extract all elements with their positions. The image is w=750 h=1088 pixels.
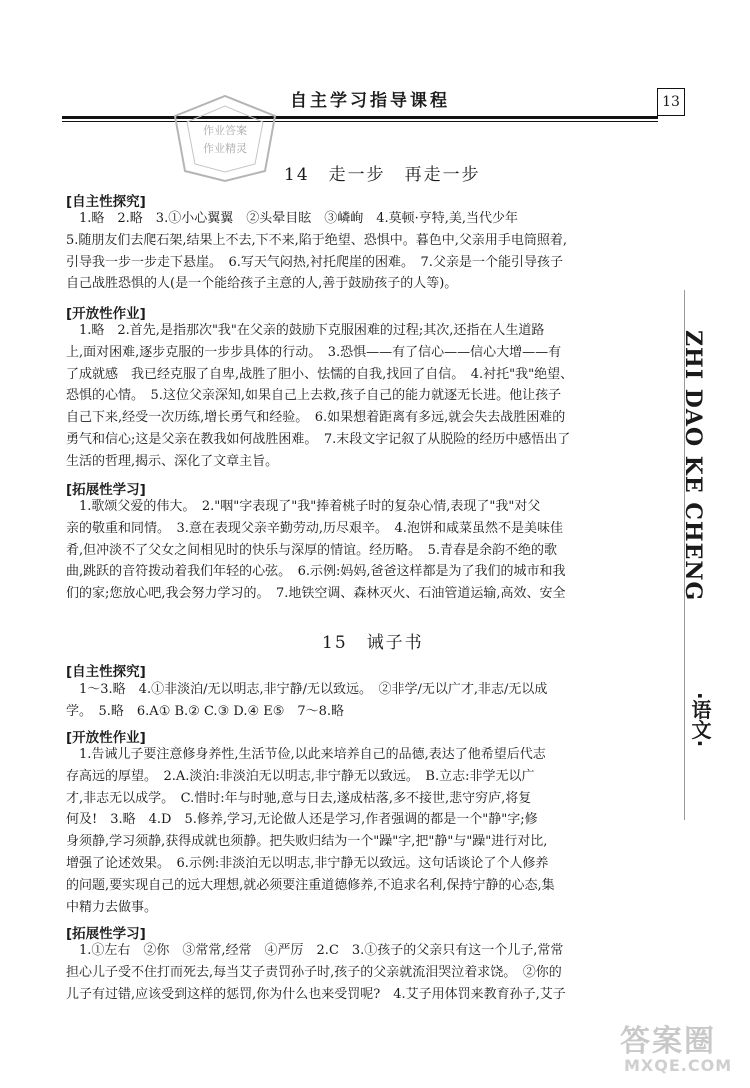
svg-text:作业答案: 作业答案 <box>203 124 247 137</box>
header-rule-thick <box>62 116 658 119</box>
answer-line: 生活的哲理,揭示、深化了文章主旨。 <box>66 453 279 469</box>
answer-line: 了成就感 我已经克服了自卑,战胜了胆小、怯懦的自我,找回了自信。 4.衬托"我"绝望、 <box>66 366 574 382</box>
lesson-14-heading-open-homework: [开放性作业] <box>66 306 146 322</box>
side-label-chinese: ·语文· <box>688 692 712 748</box>
answer-line: 学。 5.略 6.A① B.② C.③ D.④ E⑤ 7～8.略 <box>66 703 345 719</box>
lesson-14-title: 14 走一步 再走一步 <box>284 165 481 185</box>
answer-line: 身须静,学习须静,获得成就也须静。把失败归结为一个"躁"字,把"静"与"躁"进行对比, <box>66 834 548 850</box>
answer-line: 肴,但冲淡不了父女之间相见时的快乐与深厚的情谊。经历略。 5.青春是余韵不绝的歌 <box>66 542 558 558</box>
watermark <box>612 1010 742 1080</box>
lesson-14-heading-self-inquiry: [自主性探究] <box>66 194 146 210</box>
answer-line: 恐惧的心情。 5.这位父亲深知,如果自己上去救,孩子自己的能力就逐无长进。他让孩子 <box>66 388 562 404</box>
answer-line: 1～3.略 4.①非淡泊/无以明志,非宁静/无以致远。 ②非学/无以广才,非志/无以成 <box>66 682 548 697</box>
lesson-15-heading-extended-study: [拓展性学习] <box>66 926 146 942</box>
lesson-15-title: 15 诫子书 <box>322 633 424 653</box>
answer-line: 引导我一步一步走下悬崖。 6.写天气闷热,衬托爬崖的困难。 7.父亲是一个能引导孩子 <box>66 254 563 270</box>
seal-stamp <box>165 86 285 186</box>
answer-line: 1.略 2.略 3.①小心翼翼 ②头晕目眩 ③嶙峋 4.莫顿·亨特,美,当代少年 <box>66 211 519 226</box>
answer-line: 中精力去做事。 <box>66 899 158 915</box>
header-title: 自主学习指导课程 <box>290 91 450 111</box>
lesson-14-extended-study-answers <box>66 496 566 605</box>
answer-line: 何及! 3.略 4.D 5.修养,学习,无论做人还是学习,作者强调的都是一个"静"字;修 <box>66 812 538 828</box>
lesson-15-self-inquiry-answers <box>66 679 547 723</box>
running-header <box>62 86 652 114</box>
answer-line: 自己战胜恐惧的人(是一个能给孩子主意的人,善于鼓励孩子的人等)。 <box>66 276 458 292</box>
answer-line: 上,面对困难,逐步克服的一步步具体的行动。 3.恐惧——有了信心——信心大增——有 <box>66 344 562 360</box>
page-number: 13 <box>657 88 685 116</box>
lesson-14-heading-extended-study: [拓展性学习] <box>66 482 146 498</box>
lesson-15-extended-study-answers <box>66 940 566 1005</box>
answer-line: 1.歌颂父爱的伟大。 2."咽"字表现了"我"捧着桃子时的复杂心情,表现了"我"对父 <box>66 499 541 514</box>
lesson-14-open-homework-answers <box>66 320 573 473</box>
answer-line: 担心儿子受不住打而死去,每当艾子责罚孙子时,孩子的父亲就流泪哭泣着求饶。 ②你的 <box>66 964 562 980</box>
answer-line: 自己下来,经受一次历练,增长勇气和经验。 6.如果想着距离有多远,就会失去战胜困难的 <box>66 410 566 426</box>
lesson-15-open-homework-answers <box>66 744 555 918</box>
answer-line: 存高远的厚望。 2.A.淡泊:非淡泊无以明志,非宁静无以致远。 B.立志:非学无以广 <box>66 768 535 784</box>
answer-line: 的问题,要实现自己的远大理想,就必须要注重道德修养,不追求名利,保持宁静的心态,集 <box>66 877 555 893</box>
answer-line: 儿子有过错,应该受到这样的惩罚,你为什么也来受罚呢? 4.艾子用体罚来教育孙子,艾子 <box>66 986 566 1002</box>
answer-line: 曲,跳跃的音符拨动着我们年轻的心弦。 6.示例:妈妈,爸爸这样都是为了我们的城市和我 <box>66 564 566 580</box>
answer-line: 1.①左右 ②你 ③常常,经常 ④严厉 2.C 3.①孩子的父亲只有这一个儿子,常常 <box>66 943 564 958</box>
answer-line: 1.告诫儿子要注意修身养性,生活节俭,以此来培养自己的品德,表达了他希望后代志 <box>66 747 546 762</box>
answer-line: 增强了论述效果。 6.示例:非淡泊无以明志,非宁静无以致远。这句话谈论了个人修养 <box>66 855 549 871</box>
side-label <box>680 330 720 800</box>
answer-line: 才,非志无以成学。 C.惜时:年与时驰,意与日去,遂成枯落,多不接世,悲守穷庐,将复 <box>66 790 532 806</box>
svg-text:作业精灵: 作业精灵 <box>203 142 247 155</box>
answer-line: 勇气和信心;这是父亲在教我如何战胜困难。 7.末段文字记叙了从脱险的经历中感悟出了 <box>66 431 571 447</box>
watermark-url: MXQE.COM <box>624 1056 733 1075</box>
answer-line: 亲的敬重和同情。 3.意在表现父亲辛勤劳动,历尽艰辛。 4.泡饼和咸菜虽然不是美味佳 <box>66 520 563 536</box>
answer-line: 们的家;您放心吧,我会努力学习的。 7.地铁空调、森林灭火、石油管道运输,高效、安全 <box>66 586 566 602</box>
watermark-text: 答案圈 <box>620 1024 716 1059</box>
side-label-latin: ZHI DAO KE CHENG <box>680 330 706 602</box>
lesson-15-heading-self-inquiry: [自主性探究] <box>66 664 146 680</box>
header-rule-thin <box>62 121 658 122</box>
answer-line: 5.随朋友们去爬石架,结果上不去,下不来,陷于绝望、恐惧中。暮色中,父亲用手电筒照着, <box>66 232 568 248</box>
lesson-14-self-inquiry-answers <box>66 208 567 295</box>
lesson-15-heading-open-homework: [开放性作业] <box>66 730 146 746</box>
answer-line: 1.略 2.首先,是指那次"我"在父亲的鼓励下克服困难的过程;其次,还指在人生道路 <box>66 323 545 338</box>
